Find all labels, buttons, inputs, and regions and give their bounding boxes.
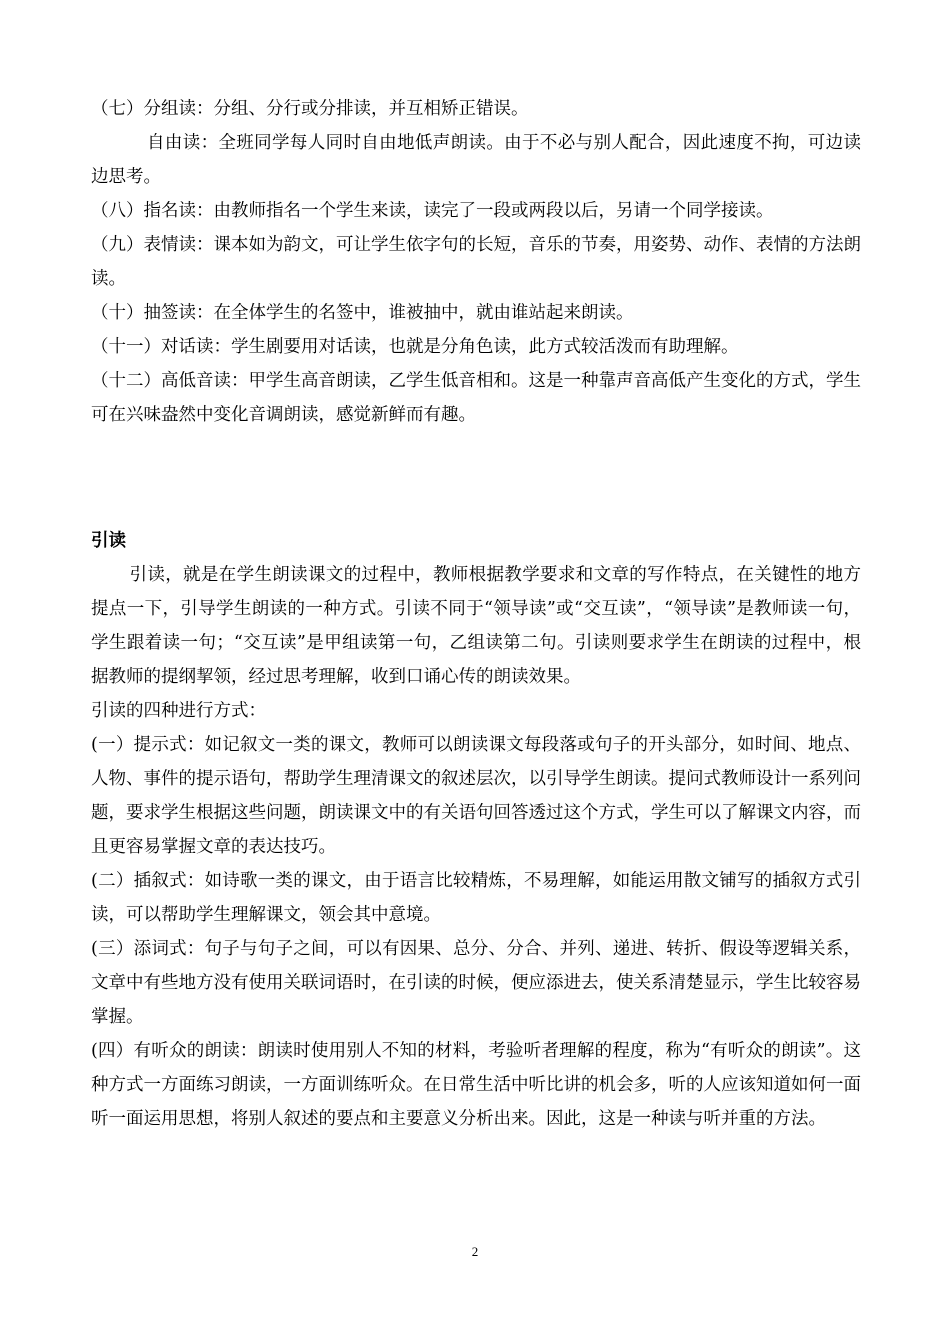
paragraph-method-audience: (四）有听众的朗读：朗读时使用别人不知的材料，考验听者理解的程度，称为“有听众的朗读”。这种方式一方面练习朗读，一方面训练听众。在日常生活中听比讲的机会多，听的人应该知道如何一面听一面运用思想，将别人叙述的要点和主要意义分析出来。因此，这是一种读与听并重的方法。: [91, 1041, 861, 1129]
paragraph-named-reading: （八）指名读：由教师指名一个学生来读，读完了一段或两段以后，另请一个同学接读。: [91, 201, 774, 221]
paragraph-method-prompt: (一）提示式：如记叙文一类的课文，教师可以朗读课文每段落或句子的开头部分，如时间、地点、人物、事件的提示语句，帮助学生理清课文的叙述层次，以引导学生朗读。提问式教师设计一系列问题，要求学生根据这些问题，朗读课文中的有关语句回答透过这个方式，学生可以了解课文内容，而且更容易掌握文章的表达技巧。: [91, 735, 861, 857]
section-spacer: [91, 432, 861, 524]
paragraph-method-insertion: (二）插叙式：如诗歌一类的课文，由于语言比较精炼，不易理解，如能运用散文铺写的插叙方式引读，可以帮助学生理解课文，领会其中意境。: [91, 871, 861, 925]
section-heading: 引读: [91, 531, 126, 551]
page-content: [91, 92, 861, 1136]
paragraph-pitch-reading: （十二）高低音读：甲学生高音朗读，乙学生低音相和。这是一种靠声音高低产生变化的方式，学生可在兴味盎然中变化音调朗读，感觉新鲜而有趣。: [91, 371, 861, 425]
page-number: 2: [471, 1244, 479, 1259]
paragraph-expressive-reading: （九）表情读：课本如为韵文，可让学生依字句的长短，音乐的节奏，用姿势、动作、表情的方法朗读。: [91, 235, 861, 289]
paragraph-guided-reading-intro: 引读，就是在学生朗读课文的过程中，教师根据教学要求和文章的写作特点，在关键性的地方提点一下，引导学生朗读的一种方式。引读不同于“领导读”或“交互读”，“领导读”是教师读一句，学生跟着读一句；“交互读”是甲组读第一句，乙组读第二句。引读则要求学生在朗读的过程中，根据教师的提纲挈领，经过思考理解，收到口诵心传的朗读效果。: [91, 565, 861, 687]
paragraph-lottery-reading: （十）抽签读：在全体学生的名签中，谁被抽中，就由谁站起来朗读。: [91, 303, 634, 323]
paragraph-methods-title: 引读的四种进行方式：: [91, 701, 266, 721]
paragraph-method-add-words: (三）添词式：句子与句子之间，可以有因果、总分、分合、并列、递进、转折、假设等逻辑关系，文章中有些地方没有使用关联词语时，在引读的时候，便应添进去，使关系清楚显示，学生比较容易掌握。: [91, 939, 861, 1027]
paragraph-group-reading: （七）分组读：分组、分行或分排读，并互相矫正错误。: [91, 99, 529, 119]
paragraph-dialogue-reading: （十一）对话读：学生剧要用对话读，也就是分角色读，此方式较活泼而有助理解。: [91, 337, 739, 357]
paragraph-free-reading: 自由读：全班同学每人同时自由地低声朗读。由于不必与别人配合，因此速度不拘，可边读边思考。: [91, 133, 861, 187]
